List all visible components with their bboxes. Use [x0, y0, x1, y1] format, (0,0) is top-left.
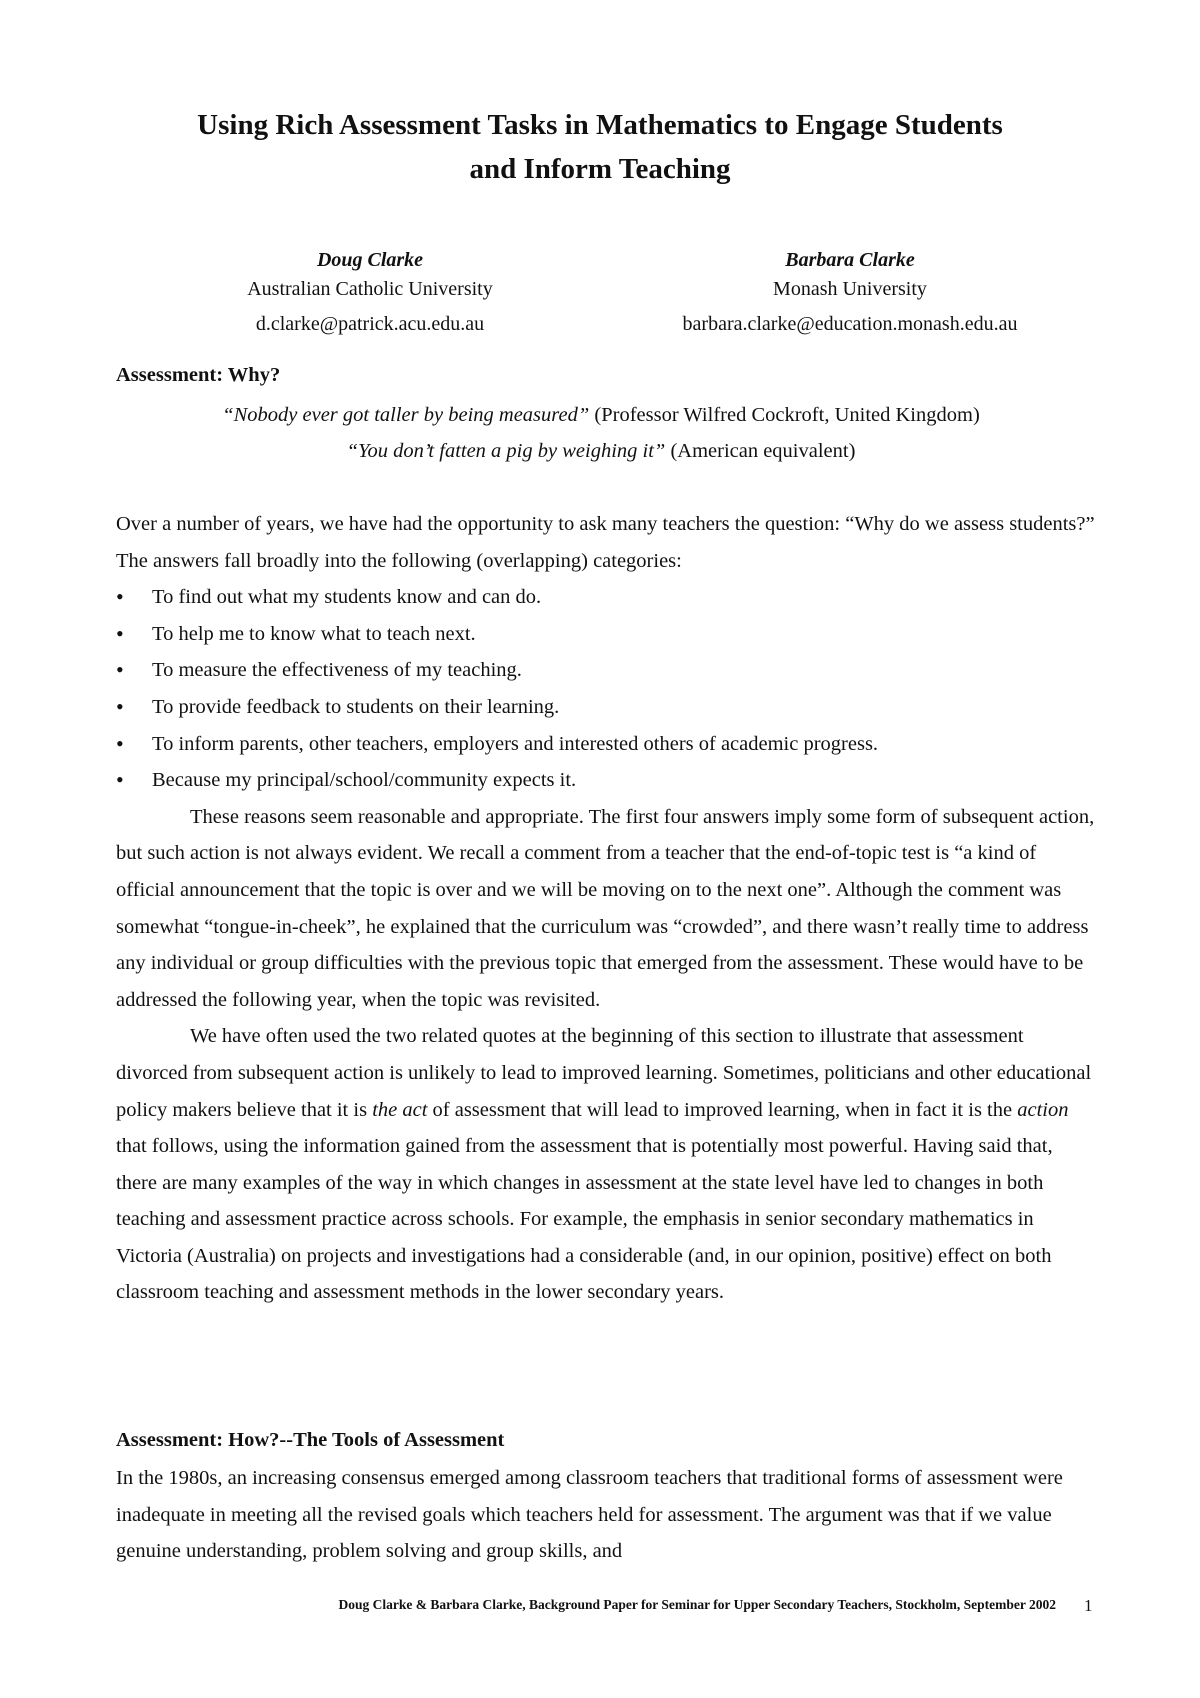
quote-2 — [116, 433, 1086, 469]
quote-1-text: “Nobody ever got taller by being measured” — [222, 404, 590, 426]
author-affiliation: Monash University — [773, 278, 927, 300]
paper-title — [80, 103, 1120, 191]
section-heading-why: Assessment: Why? — [116, 364, 281, 386]
quote-1-source: (Professor Wilfred Cockroft, United Kingdom) — [594, 404, 980, 426]
intro-paragraph: Over a number of years, we have had the opportunity to ask many teachers the question: “Why do we assess students?” The answers fall broadly into the following (overlapping) categories: — [116, 513, 1095, 572]
emphasis-the-act: the act — [372, 1098, 428, 1121]
author-name: Doug Clarke — [316, 249, 424, 271]
list-item: • To provide feedback to students on their learning. — [116, 689, 1096, 726]
list-item: • To help me to know what to teach next. — [116, 616, 1096, 653]
author-block-2 — [640, 246, 1060, 339]
author-email[interactable]: d.clarke@patrick.acu.edu.au — [255, 313, 485, 335]
quote-1 — [116, 397, 1086, 433]
list-item: • To inform parents, other teachers, employers and interested others of academic progress. — [116, 726, 1096, 763]
quote-2-source: (American equivalent) — [670, 440, 856, 462]
author-email[interactable]: barbara.clarke@education.monash.edu.au — [682, 313, 1018, 335]
paragraph-reasons: These reasons seem reasonable and appropriate. The first four answers imply some form of subsequent action, but such action is not always evident. We recall a comment from a teacher that the end-of-topic test is “a kind of official announcement that the topic is over and we will be moving on to the next one”. Although the comment was somewhat “tongue-in-cheek”, he explained that the curriculum was “crowded”, and there wasn’t really time to address any individual or group difficulties with the previous topic that emerged from the assessment. These would have to be addressed the following year, when the topic was revisited. — [116, 805, 1095, 1011]
reasons-list — [116, 579, 1096, 799]
section-why-body — [116, 506, 1096, 1311]
author-name: Barbara Clarke — [785, 249, 915, 271]
section-heading-how: Assessment: How?--The Tools of Assessment — [116, 1429, 505, 1451]
title-line-1: Using Rich Assessment Tasks in Mathematics to Engage Students — [197, 109, 1003, 141]
list-item: • To find out what my students know and can do. — [116, 579, 1096, 616]
title-line-2: and Inform Teaching — [469, 153, 731, 185]
page-footer: Doug Clarke & Barbara Clarke, Background Paper for Seminar for Upper Secondary Teachers, Stockholm, September 2002 — [338, 1597, 1056, 1612]
section-how-body — [116, 1460, 1096, 1570]
author-affiliation: Australian Catholic University — [247, 278, 493, 300]
author-block-1 — [160, 246, 580, 339]
list-item: • To measure the effectiveness of my teaching. — [116, 652, 1096, 689]
emphasis-action: action — [1017, 1098, 1069, 1121]
page-number: 1 — [1084, 1596, 1093, 1615]
list-item: • Because my principal/school/community expects it. — [116, 762, 1096, 799]
paragraph-quotes: We have often used the two related quotes at the beginning of this section to illustrate that assessment divorced from subsequent action is unlikely to lead to improved learning. Sometimes, politicians and other educational policy makers believe that it is the act of assessment that will lead to improved learning, when in fact it is the action that follows, using the information gained from the assessment that is potentially most powerful. Having said that, there are many examples of the way in which changes in assessment at the state level have led to changes in both teaching and assessment practice across schools. For example, the emphasis in senior secondary mathematics in Victoria (Australia) on projects and investigations had a considerable (and, in our opinion, positive) effect on both classroom teaching and assessment methods in the lower secondary years. — [116, 1025, 1092, 1304]
quote-2-text: “You don’t fatten a pig by weighing it” — [346, 440, 666, 462]
paragraph-how: In the 1980s, an increasing consensus emerged among classroom teachers that traditional forms of assessment were inadequate in meeting all the revised goals which teachers held for assessment. The argument was that if we value genuine understanding, problem solving and group skills, and — [116, 1467, 1063, 1563]
